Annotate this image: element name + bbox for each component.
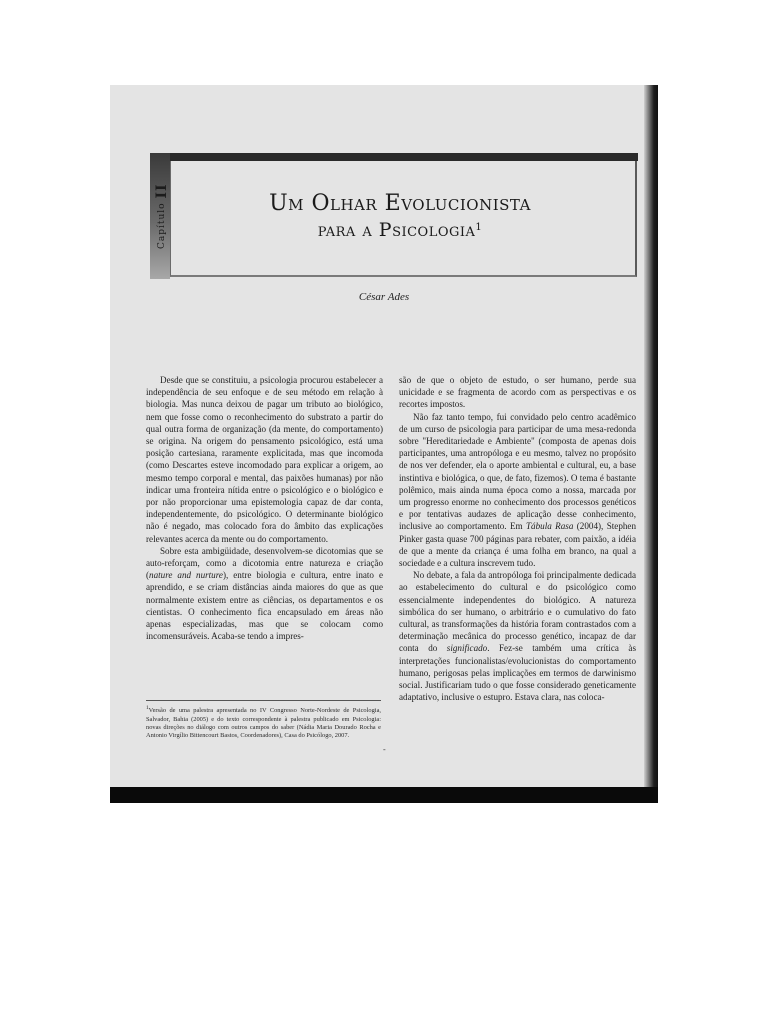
paragraph-text: ), entre biologia e cultura, entre inato e aprendido, e se criam distâncias ainda maiores do que as que normalmente existem entre as ciências, os departamentos e os cientistas. O conhecimento fica encapsulado em áreas não apenas especializadas, mas que se colocam como incomensuráveis. Acaba-se tendo a impres- — [146, 570, 383, 642]
chapter-title-line2-text: para a Psicologia — [317, 219, 476, 241]
chapter-top-rule — [150, 153, 638, 161]
chapter-header — [150, 153, 638, 279]
chapter-number: II — [154, 183, 170, 199]
paragraph — [399, 411, 636, 570]
chapter-title-line1: Um Olhar Evolucionista — [269, 191, 531, 216]
title-footnote-marker: 1 — [475, 222, 483, 233]
page-mark: - — [383, 745, 386, 754]
chapter-label-text: Capítulo — [157, 202, 167, 249]
scan-right-shadow — [644, 85, 658, 803]
italic-term: nature and nurture — [149, 570, 223, 581]
footnote-text: Versão de uma palestra apresentada no IV Congresso Norte-Nordeste de Psicologia, Salvador, Bahia (2005) e do texto correspondente à palestra publicado em Psicologia: novas direções no diálogo com outros campos do saber (Nádia Maria Dourado Rocha e Antonio Virgílio Bittencourt Bastos, Coordenadores), Casa do Psicólogo, 2007. — [146, 707, 381, 740]
italic-term: significado — [446, 643, 488, 654]
paragraph: são de que o objeto de estudo, o ser humano, perde sua unicidade e se fragmenta de acordo com as perspectivas e os recortes impostos. — [399, 375, 636, 410]
italic-title: Tábula Rasa — [526, 521, 574, 532]
paragraph-text: Sobre esta ambigüidade, desenvolvem-se dicotomias que se auto-reforçam, como a dicotomia entre natureza e criação ( — [146, 545, 383, 581]
scan-bottom-edge — [110, 787, 658, 803]
paragraph-text: No debate, a fala da antropóloga foi principalmente dedicada ao estabelecimento do cultural e do psicológico como essencialmente independentes do biológico. A natureza simbólica do ser humano, o arbitrário e o cumulativo do fato cultural, as transformações da história foram contrastados com a determinação mecânica do processo genético, incapaz de dar conta do — [399, 570, 636, 654]
paragraph-text: . Fez-se também uma crítica às interpretações funcionalistas/evolucionistas do comportamento humano, perigosas pelas implicações em termos de darwinismo social. Justificariam tudo o que fosse considerado geneticamente adaptativo, inclusive o estupro. Estava clara, nas coloca- — [399, 643, 636, 703]
chapter-title-line2 — [180, 217, 620, 243]
chapter-title — [180, 191, 620, 243]
paragraph — [146, 545, 383, 643]
author-name: César Ades — [358, 291, 410, 303]
left-column — [146, 374, 383, 642]
chapter-label — [154, 181, 168, 251]
footnote-marker: 1 — [146, 705, 149, 711]
paragraph: Desde que se constituiu, a psicologia procurou estabelecer a independência de seu enfoque e de seu método em relação à biologia. Mas nunca deixou de pagar um tributo ao biológico, nem que fosse como o reconhecimento do substrato a partir do qual outra forma de organização (da mente, do comportamento) se origina. Na origem do pensamento psicológico, está uma posição cartesiana, raramente explicitada, mas que incomoda (como Descartes esteve incomodado para explicar a origem, ao mesmo tempo corporal e mental, das paixões humanas) por não indicar uma fronteira nítida entre o psicológico e o biológico e por não proporcionar uma epistemologia capaz de dar conta, independentemente, do psicológico. O determinante biológico não é negado, mas colocado fora do âmbito das explicações relevantes acerca da mente ou do comportamento. — [146, 375, 383, 544]
paragraph-text: Não faz tanto tempo, fui convidado pelo centro acadêmico de um curso de psicologia para participar de uma mesa-redonda sobre "Hereditariedade e Ambiente" (composta de apenas dois participantes, uma antropóloga e eu mesmo, talvez no propósito de nos ver defender, ela o aporte ambiental e cultural, eu, a base instintiva e biológica, o que, de fato, fizemos). O tema é bastante polêmico, mais ainda numa época como a nossa, marcada por um progresso enorme no conhecimento dos processos genéticos e por tentativas audazes de aplicação desse conhecimento, inclusive ao comportamento. Em — [399, 411, 636, 532]
paragraph — [399, 569, 636, 703]
paragraph-text: (2004), Stephen Pinker gasta quase 700 páginas para rebater, com paixão, a idéia de que a mente da criança é uma folha em branco, na qual a sociedade e a cultura inscrevem tudo. — [399, 521, 636, 569]
footnote — [146, 700, 381, 741]
scanned-page — [110, 85, 658, 803]
right-column — [399, 374, 636, 703]
